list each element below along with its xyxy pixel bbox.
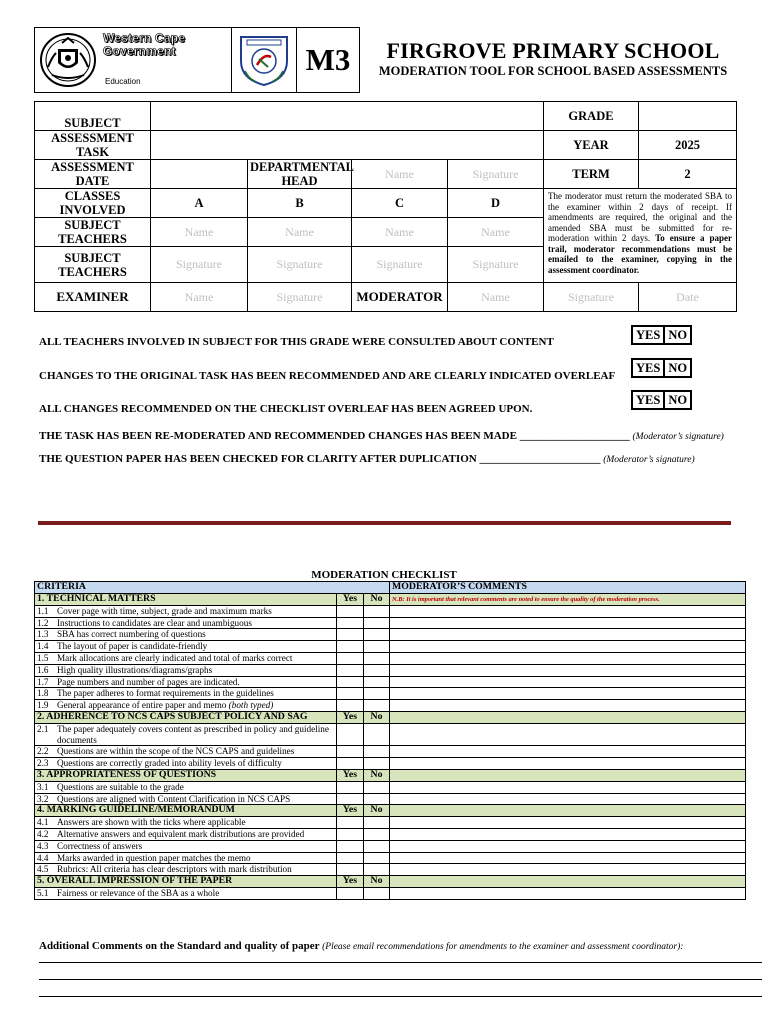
logo-box: [34, 27, 360, 93]
criteria-text-wrap: [57, 794, 332, 805]
form-code: M3: [305, 42, 351, 77]
form-subtitle: MODERATION TOOL FOR SCHOOL BASED ASSESSMENTS: [378, 64, 728, 78]
no-cell[interactable]: [364, 664, 390, 676]
criteria-number: 3.1: [37, 781, 49, 792]
dept-head-name[interactable]: Name: [352, 160, 448, 189]
checklist-row: [35, 864, 746, 876]
checklist-row: [35, 617, 746, 629]
teachers-signature-label: SUBJECT TEACHERS: [35, 247, 151, 283]
yes-cell[interactable]: [337, 793, 364, 805]
yes-cell[interactable]: [337, 817, 364, 829]
yes-no-2: [631, 358, 690, 378]
yes-cell[interactable]: [337, 700, 364, 712]
gov-dept: Education: [105, 77, 141, 86]
comment-cell[interactable]: [390, 617, 746, 629]
checklist-row: [35, 688, 746, 700]
wc-coat-of-arms: [35, 28, 101, 92]
teacher-d-name[interactable]: Name: [448, 218, 544, 247]
nb-note: N.B: It is important that relevant comments are noted to ensure the quality of the moderation process.: [392, 595, 660, 603]
classes-label: CLASSES INVOLVED: [35, 189, 151, 218]
yes-cell[interactable]: [337, 652, 364, 664]
criteria-text: The layout of paper is candidate-friendly: [57, 641, 208, 652]
checklist-row: [35, 817, 746, 829]
section-title: 4. MARKING GUIDELINE/MEMORANDUM: [35, 805, 337, 817]
note-plain: The moderator must return the moderated SBA to the examiner within 2 days of receipt. If amendments are required, the original and the amended SBA must be submitted for re-moderation within 2 days.: [548, 191, 732, 243]
section-title: 2. ADHERENCE TO NCS CAPS SUBJECT POLICY AND SAG: [35, 711, 337, 723]
criteria-header: CRITERIA: [35, 582, 390, 594]
wc-government-logo: [101, 28, 231, 92]
criteria-number: 1.9: [37, 700, 49, 711]
teacher-c-name[interactable]: Name: [352, 218, 448, 247]
yes-column-label: Yes: [337, 805, 364, 817]
yes-cell[interactable]: [337, 746, 364, 758]
checklist-row: [35, 781, 746, 793]
yes-column-label: Yes: [337, 769, 364, 781]
teacher-b-signature[interactable]: Signature: [248, 247, 352, 283]
class-c: C: [352, 189, 448, 218]
criteria-text: Mark allocations are clearly indicated and total of marks correct: [57, 652, 293, 663]
yes-column-label: Yes: [337, 711, 364, 723]
checklist-row: [35, 641, 746, 653]
criteria-cell: [35, 840, 337, 852]
criteria-text: Marks awarded in question paper matches the memo: [57, 852, 251, 863]
criteria-number: 1.2: [37, 617, 49, 628]
no-cell[interactable]: [364, 758, 390, 770]
criteria-text-wrap: [57, 618, 332, 629]
comment-cell[interactable]: [390, 746, 746, 758]
examiner-name[interactable]: Name: [151, 283, 248, 312]
criteria-text: Fairness or relevance of the SBA as a whole: [57, 887, 220, 898]
statement-1: ALL TEACHERS INVOLVED IN SUBJECT FOR THIS GRADE WERE CONSULTED ABOUT CONTENT: [39, 336, 554, 348]
criteria-cell: [35, 652, 337, 664]
criteria-number: 1.1: [37, 605, 49, 616]
comment-cell[interactable]: [390, 676, 746, 688]
no-column-label: No: [364, 711, 390, 723]
criteria-text-wrap: [57, 700, 332, 711]
no-column-label: No: [364, 593, 390, 605]
year-label: YEAR: [544, 131, 639, 160]
year-value[interactable]: 2025: [639, 131, 737, 160]
criteria-text: Rubrics: All criteria has clear descriptors with mark distribution: [57, 864, 292, 875]
no-column-label: No: [364, 876, 390, 888]
checklist-row: [35, 746, 746, 758]
term-value[interactable]: 2: [639, 160, 737, 189]
no-cell[interactable]: [364, 793, 390, 805]
criteria-text-wrap: [57, 782, 332, 793]
yes-cell[interactable]: [337, 887, 364, 899]
criteria-number: 4.1: [37, 817, 49, 828]
teacher-d-signature[interactable]: Signature: [448, 247, 544, 283]
criteria-text-wrap: [57, 653, 332, 664]
criteria-cell: [35, 629, 337, 641]
criteria-number: 4.3: [37, 840, 49, 851]
checklist-row: [35, 793, 746, 805]
teacher-b-name[interactable]: Name: [248, 218, 352, 247]
criteria-text-wrap: [57, 677, 332, 688]
comment-cell[interactable]: [390, 688, 746, 700]
criteria-text-wrap: [57, 688, 332, 699]
no-cell[interactable]: [364, 840, 390, 852]
yes-box-2[interactable]: YES: [631, 358, 665, 378]
yes-cell[interactable]: [337, 852, 364, 864]
criteria-text: The paper adequately covers content as prescribed in policy and guideline documents: [57, 723, 329, 745]
criteria-text: Cover page with time, subject, grade and maximum marks: [57, 605, 272, 616]
criteria-text-wrap: [57, 864, 332, 875]
yes-cell[interactable]: [337, 723, 364, 746]
criteria-text-wrap: [57, 841, 332, 852]
no-cell[interactable]: [364, 676, 390, 688]
yes-cell[interactable]: [337, 629, 364, 641]
comment-cell[interactable]: [390, 828, 746, 840]
moderator-name[interactable]: Name: [448, 283, 544, 312]
section-comment-cell[interactable]: [390, 805, 746, 817]
section-comment-cell[interactable]: [390, 876, 746, 888]
section-title: 5. OVERALL IMPRESSION OF THE PAPER: [35, 876, 337, 888]
teachers-name-label: SUBJECT TEACHERS: [35, 218, 151, 247]
comment-cell[interactable]: [390, 758, 746, 770]
moderator-note: [544, 189, 737, 283]
moderation-checklist: [34, 581, 746, 900]
no-cell[interactable]: [364, 746, 390, 758]
checklist-row: [35, 664, 746, 676]
examiner-signature[interactable]: Signature: [248, 283, 352, 312]
school-crest-icon: [235, 31, 293, 89]
section-comment-cell[interactable]: [390, 769, 746, 781]
statement-5: [39, 453, 695, 465]
yes-cell[interactable]: [337, 664, 364, 676]
yes-cell[interactable]: [337, 605, 364, 617]
criteria-cell: [35, 700, 337, 712]
criteria-number: 3.2: [37, 793, 49, 804]
statement-2: CHANGES TO THE ORIGINAL TASK HAS BEEN RECOMMENDED AND ARE CLEARLY INDICATED OVERLEAF: [39, 370, 616, 382]
teacher-a-signature[interactable]: Signature: [151, 247, 248, 283]
criteria-cell: [35, 781, 337, 793]
task-field[interactable]: [151, 131, 544, 160]
section-title: 1. TECHNICAL MATTERS: [35, 593, 337, 605]
checklist-header-row: [35, 582, 746, 594]
comments-header: MODERATOR’S COMMENTS: [390, 582, 746, 594]
date-label: ASSESSMENT DATE: [35, 160, 151, 189]
grade-field[interactable]: [639, 102, 737, 131]
no-cell[interactable]: [364, 641, 390, 653]
teacher-a-name[interactable]: Name: [151, 218, 248, 247]
yes-no-3: [631, 390, 690, 410]
criteria-cell: [35, 852, 337, 864]
yes-cell[interactable]: [337, 676, 364, 688]
comment-cell[interactable]: [390, 864, 746, 876]
criteria-text-wrap: [57, 758, 332, 769]
criteria-cell: [35, 664, 337, 676]
no-cell[interactable]: [364, 781, 390, 793]
gov-line2: Government: [103, 44, 176, 58]
comment-cell[interactable]: [390, 887, 746, 899]
comment-cell[interactable]: [390, 652, 746, 664]
no-box-2[interactable]: NO: [663, 358, 692, 378]
criteria-number: 2.2: [37, 746, 49, 757]
criteria-number: 2.1: [37, 723, 49, 734]
class-b: B: [248, 189, 352, 218]
comment-cell[interactable]: [390, 840, 746, 852]
no-column-label: No: [364, 769, 390, 781]
checklist-row: [35, 652, 746, 664]
no-cell[interactable]: [364, 629, 390, 641]
comment-line-3[interactable]: [39, 996, 762, 997]
class-d: D: [448, 189, 544, 218]
comment-cell[interactable]: [390, 700, 746, 712]
no-cell[interactable]: [364, 852, 390, 864]
checklist-row: [35, 852, 746, 864]
criteria-cell: [35, 723, 337, 746]
criteria-number: 1.4: [37, 641, 49, 652]
checklist-section-1: [35, 593, 746, 605]
checklist-row: [35, 676, 746, 688]
section-divider: [38, 521, 731, 525]
no-cell[interactable]: [364, 817, 390, 829]
comment-cell[interactable]: [390, 605, 746, 617]
checklist-section-4: [35, 805, 746, 817]
yes-cell[interactable]: [337, 758, 364, 770]
subject-label: SUBJECT: [35, 102, 151, 131]
coat-of-arms-icon: [38, 31, 98, 89]
checklist-row: [35, 758, 746, 770]
yes-cell[interactable]: [337, 617, 364, 629]
additional-comments-label: Additional Comments on the Standard and quality of paper: [39, 940, 320, 952]
checklist-row: [35, 629, 746, 641]
comment-cell[interactable]: [390, 723, 746, 746]
criteria-text-wrap: [57, 746, 332, 757]
criteria-cell: [35, 688, 337, 700]
comment-cell[interactable]: [390, 817, 746, 829]
criteria-cell: [35, 864, 337, 876]
criteria-cell: [35, 887, 337, 899]
criteria-text: Correctness of answers: [57, 840, 143, 851]
criteria-number: 4.2: [37, 828, 49, 839]
criteria-cell: [35, 758, 337, 770]
criteria-text: Alternative answers and equivalent mark distributions are provided: [57, 828, 305, 839]
criteria-text-wrap: [57, 829, 332, 840]
criteria-number: 1.5: [37, 652, 49, 663]
task-label: ASSESSMENT TASK: [35, 131, 151, 160]
no-box-1[interactable]: NO: [663, 325, 692, 345]
gov-line1: Western Cape: [103, 31, 186, 45]
additional-comments: [39, 940, 683, 952]
checklist-section-5: [35, 876, 746, 888]
yes-cell[interactable]: [337, 828, 364, 840]
no-box-3[interactable]: NO: [663, 390, 692, 410]
checklist-row: [35, 887, 746, 899]
criteria-number: 2.3: [37, 758, 49, 769]
criteria-note: (both typed): [228, 700, 274, 711]
checklist-row: [35, 723, 746, 746]
criteria-text-wrap: [57, 606, 332, 617]
criteria-text: SBA has correct numbering of questions: [57, 629, 206, 640]
yes-column-label: Yes: [337, 876, 364, 888]
examiner-label: EXAMINER: [35, 283, 151, 312]
criteria-cell: [35, 617, 337, 629]
criteria-text-wrap: [57, 665, 332, 676]
criteria-text-wrap: [57, 724, 332, 746]
comment-cell[interactable]: [390, 629, 746, 641]
no-cell[interactable]: [364, 864, 390, 876]
criteria-text: Instructions to candidates are clear and unambiguous: [57, 617, 252, 628]
checklist-section-2: [35, 711, 746, 723]
criteria-cell: [35, 793, 337, 805]
criteria-number: 5.1: [37, 887, 49, 898]
school-crest: [231, 28, 297, 92]
moderator-label: MODERATOR: [352, 283, 448, 312]
no-column-label: No: [364, 805, 390, 817]
no-cell[interactable]: [364, 605, 390, 617]
no-cell[interactable]: [364, 700, 390, 712]
comment-line-2[interactable]: [39, 979, 762, 980]
yes-no-1: [631, 325, 690, 345]
criteria-number: 1.7: [37, 676, 49, 687]
criteria-text: High quality illustrations/diagrams/graphs: [57, 664, 213, 675]
criteria-cell: [35, 641, 337, 653]
teacher-c-signature[interactable]: Signature: [352, 247, 448, 283]
date-field[interactable]: [151, 160, 248, 189]
yes-cell[interactable]: [337, 781, 364, 793]
criteria-text: Questions are within the scope of the NCS CAPS and guidelines: [57, 746, 295, 757]
statement-5-text: THE QUESTION PAPER HAS BEEN CHECKED FOR CLARITY AFTER DUPLICATION ______________________: [39, 453, 601, 465]
statement-4-signature-hint: (Moderator’s signature): [632, 432, 724, 442]
criteria-text: General appearance of entire paper and memo: [57, 700, 227, 711]
criteria-number: 4.4: [37, 852, 49, 863]
criteria-text: The paper adheres to format requirements in the guidelines: [57, 688, 274, 699]
criteria-text: Questions are correctly graded into ability levels of difficulty: [57, 758, 282, 769]
school-name: FIRGROVE PRIMARY SCHOOL: [386, 38, 720, 63]
yes-cell[interactable]: [337, 688, 364, 700]
no-cell[interactable]: [364, 617, 390, 629]
criteria-text-wrap: [57, 629, 332, 640]
additional-comments-hint: (Please email recommendations for amendments to the examiner and assessment coordinator):: [322, 942, 684, 952]
comment-cell[interactable]: [390, 781, 746, 793]
criteria-text: Page numbers and number of pages are indicated.: [57, 676, 240, 687]
no-cell[interactable]: [364, 652, 390, 664]
checklist-row: [35, 605, 746, 617]
note-bold: To ensure a paper trail, moderator recommendations must be emailed to the examiner, copying in the assessment coordinator.: [548, 233, 732, 275]
statement-4-text: THE TASK HAS BEEN RE-MODERATED AND RECOMMENDED CHANGES HAS BEEN MADE ____________________: [39, 430, 630, 442]
criteria-text-wrap: [57, 888, 332, 899]
checklist-row: [35, 840, 746, 852]
criteria-number: 1.3: [37, 629, 49, 640]
criteria-text: Questions are aligned with Content Clarification in NCS CAPS: [57, 793, 291, 804]
criteria-cell: [35, 605, 337, 617]
comment-cell[interactable]: [390, 793, 746, 805]
criteria-text-wrap: [57, 641, 332, 652]
yes-box-3[interactable]: YES: [631, 390, 665, 410]
section-comment-cell[interactable]: [390, 711, 746, 723]
yes-cell[interactable]: [337, 840, 364, 852]
checklist-row: [35, 828, 746, 840]
no-cell[interactable]: [364, 688, 390, 700]
yes-box-1[interactable]: YES: [631, 325, 665, 345]
criteria-text: Answers are shown with the ticks where applicable: [57, 817, 246, 828]
checklist-title: MODERATION CHECKLIST: [311, 569, 457, 581]
criteria-cell: [35, 817, 337, 829]
statement-5-signature-hint: (Moderator’s signature): [603, 455, 695, 465]
criteria-cell: [35, 676, 337, 688]
dept-head-label: DEPARTMENTAL HEAD: [248, 160, 352, 189]
checklist-section-3: [35, 769, 746, 781]
grade-label: GRADE: [544, 102, 639, 131]
details-grid: [34, 101, 737, 312]
moderator-signature[interactable]: Signature: [544, 283, 639, 312]
criteria-text-wrap: [57, 817, 332, 828]
criteria-text-wrap: [57, 853, 332, 864]
comment-cell[interactable]: [390, 664, 746, 676]
dept-head-signature[interactable]: Signature: [448, 160, 544, 189]
comment-cell[interactable]: [390, 641, 746, 653]
no-cell[interactable]: [364, 723, 390, 746]
class-a: A: [151, 189, 248, 218]
statement-4: [39, 430, 724, 442]
criteria-number: 4.5: [37, 864, 49, 875]
comment-line-1[interactable]: [39, 962, 762, 963]
criteria-text: Questions are suitable to the grade: [57, 781, 184, 792]
statement-3: ALL CHANGES RECOMMENDED ON THE CHECKLIST OVERLEAF HAS BEEN AGREED UPON.: [39, 403, 533, 415]
criteria-number: 1.8: [37, 688, 49, 699]
criteria-number: 1.6: [37, 664, 49, 675]
yes-cell[interactable]: [337, 641, 364, 653]
moderator-date[interactable]: Date: [639, 283, 737, 312]
checklist-row: [35, 700, 746, 712]
yes-column-label: Yes: [337, 593, 364, 605]
subject-field[interactable]: [151, 102, 544, 131]
section-title: 3. APPROPRIATENESS OF QUESTIONS: [35, 769, 337, 781]
no-cell[interactable]: [364, 828, 390, 840]
criteria-cell: [35, 746, 337, 758]
criteria-cell: [35, 828, 337, 840]
comment-cell[interactable]: [390, 852, 746, 864]
yes-cell[interactable]: [337, 864, 364, 876]
no-cell[interactable]: [364, 887, 390, 899]
term-label: TERM: [544, 160, 639, 189]
section-comment-cell: [390, 593, 746, 605]
